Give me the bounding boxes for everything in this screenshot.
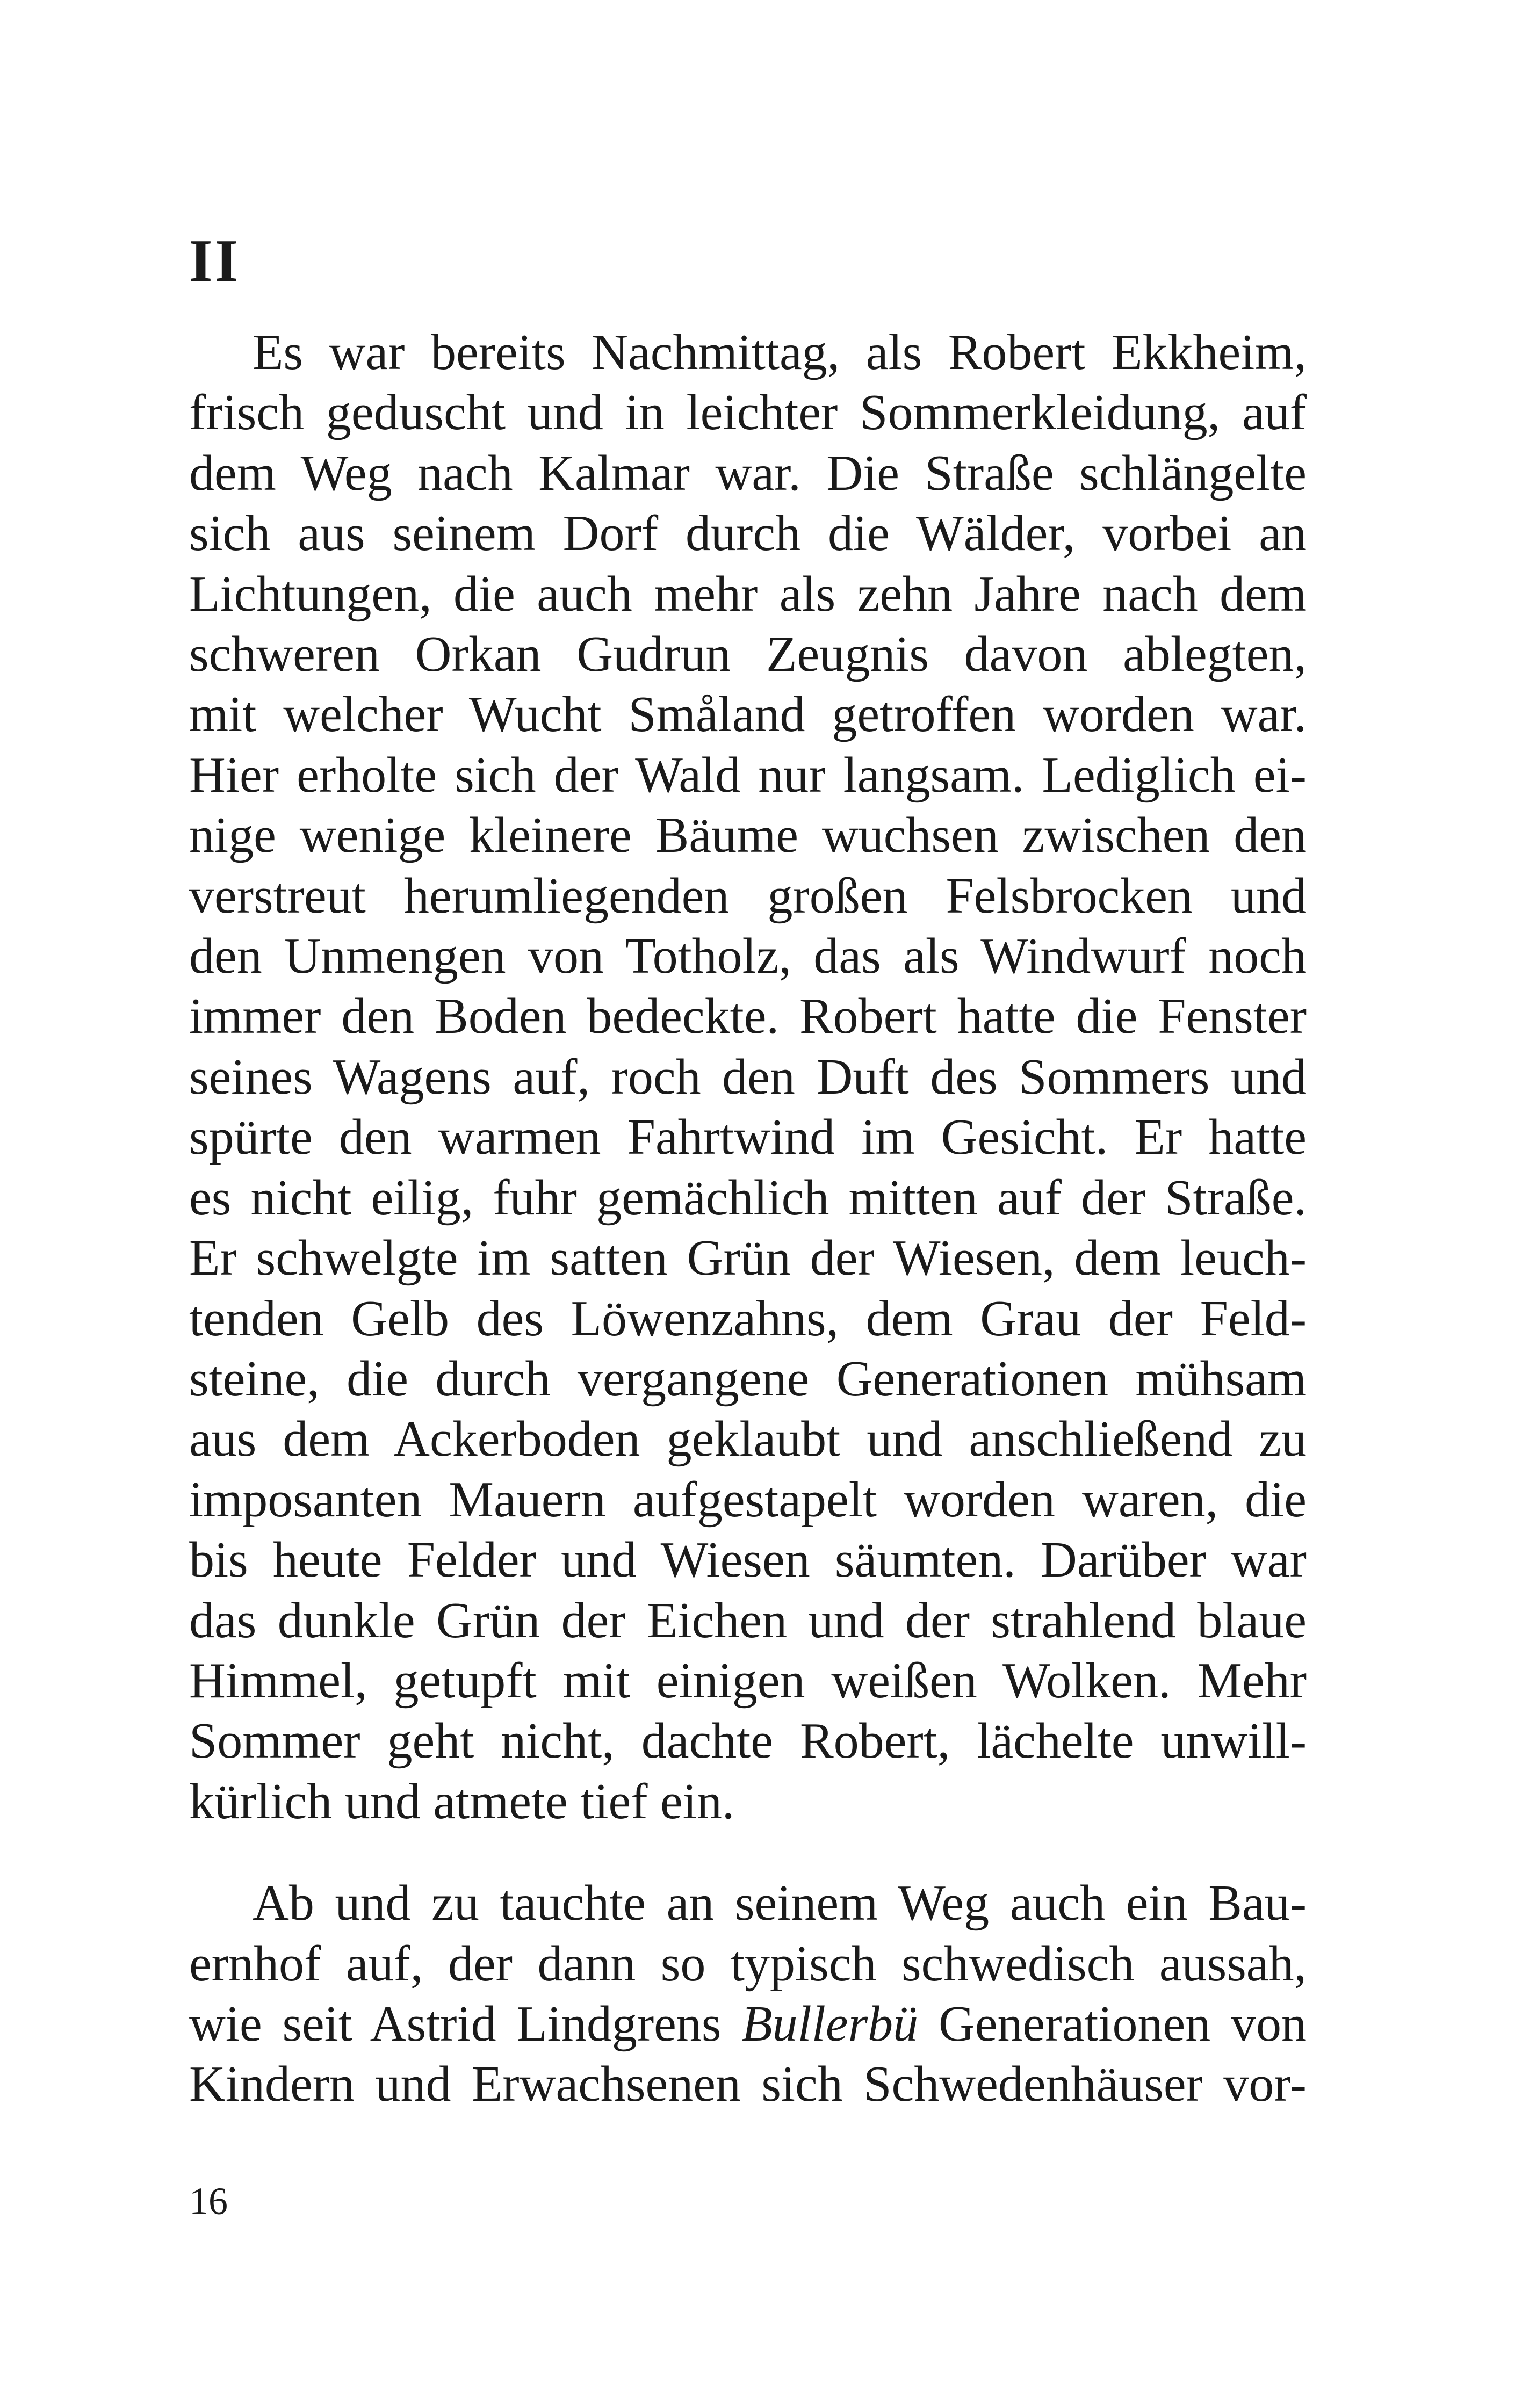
text-line: tenden Gelb des Löwenzahns, dem Grau der Feld- <box>189 1290 1307 1347</box>
body-text <box>189 322 1307 2115</box>
text-line: sich aus seinem Dorf durch die Wälder, vorbei an <box>189 505 1307 562</box>
paragraph-2 <box>189 1873 1307 2115</box>
text-line: frisch geduscht und in leichter Sommerkleidung, auf <box>189 385 1307 441</box>
paragraph-1 <box>189 322 1307 1832</box>
text-line: imposanten Mauern aufgestapelt worden waren, die <box>189 1471 1307 1528</box>
text-line: es nicht eilig, fuhr gemächlich mitten auf der Straße. <box>189 1169 1307 1226</box>
text-line: Himmel, getupft mit einigen weißen Wolken. Mehr <box>189 1652 1307 1709</box>
text-line: dem Weg nach Kalmar war. Die Straße schlängelte <box>189 445 1307 501</box>
text-segment: Generationen von <box>918 1995 1307 2052</box>
text-line: ernhof auf, der dann so typisch schwedisch aussah, <box>189 1935 1307 1992</box>
text-line: kürlich und atmete tief ein. <box>189 1773 735 1829</box>
text-line: verstreut herumliegenden großen Felsbrocken und <box>189 867 1307 924</box>
text-line: Hier erholte sich der Wald nur langsam. Lediglich ei- <box>189 747 1307 803</box>
text-line: steine, die durch vergangene Generationen mühsam <box>189 1350 1307 1407</box>
chapter-heading: II <box>189 228 241 294</box>
text-line: Es war bereits Nachmittag, als Robert Ekkheim, <box>253 324 1307 380</box>
text-line: das dunkle Grün der Eichen und der strahlend blaue <box>189 1592 1307 1648</box>
text-segment: wie seit Astrid Lindgrens <box>189 1995 742 2052</box>
text-line-with-title <box>189 1994 1307 2054</box>
book-title-italic: Bullerbü <box>741 1995 919 2052</box>
text-line: Ab und zu tauchte an seinem Weg auch ein Bau- <box>253 1875 1307 1932</box>
text-line: mit welcher Wucht Småland getroffen worden war. <box>189 686 1307 743</box>
page-number: 16 <box>189 2180 228 2223</box>
text-line: schweren Orkan Gudrun Zeugnis davon ablegten, <box>189 626 1307 683</box>
text-line: bis heute Felder und Wiesen säumten. Darüber war <box>189 1532 1307 1588</box>
text-line: aus dem Ackerboden geklaubt und anschließend zu <box>189 1411 1307 1467</box>
text-line: nige wenige kleinere Bäume wuchsen zwischen den <box>189 807 1307 864</box>
text-line: immer den Boden bedeckte. Robert hatte die Fenster <box>189 988 1307 1045</box>
text-line: seines Wagens auf, roch den Duft des Sommers und <box>189 1048 1307 1105</box>
text-line: Er schwelgte im satten Grün der Wiesen, dem leuch- <box>189 1230 1307 1286</box>
text-line: Kindern und Erwachsenen sich Schwedenhäuser vor- <box>189 2056 1307 2113</box>
text-line: Sommer geht nicht, dachte Robert, lächelte unwill- <box>189 1713 1307 1769</box>
text-line: Lichtungen, die auch mehr als zehn Jahre nach dem <box>189 566 1307 622</box>
text-line: den Unmengen von Totholz, das als Windwurf noch <box>189 928 1307 985</box>
text-line: spürte den warmen Fahrtwind im Gesicht. Er hatte <box>189 1109 1307 1166</box>
